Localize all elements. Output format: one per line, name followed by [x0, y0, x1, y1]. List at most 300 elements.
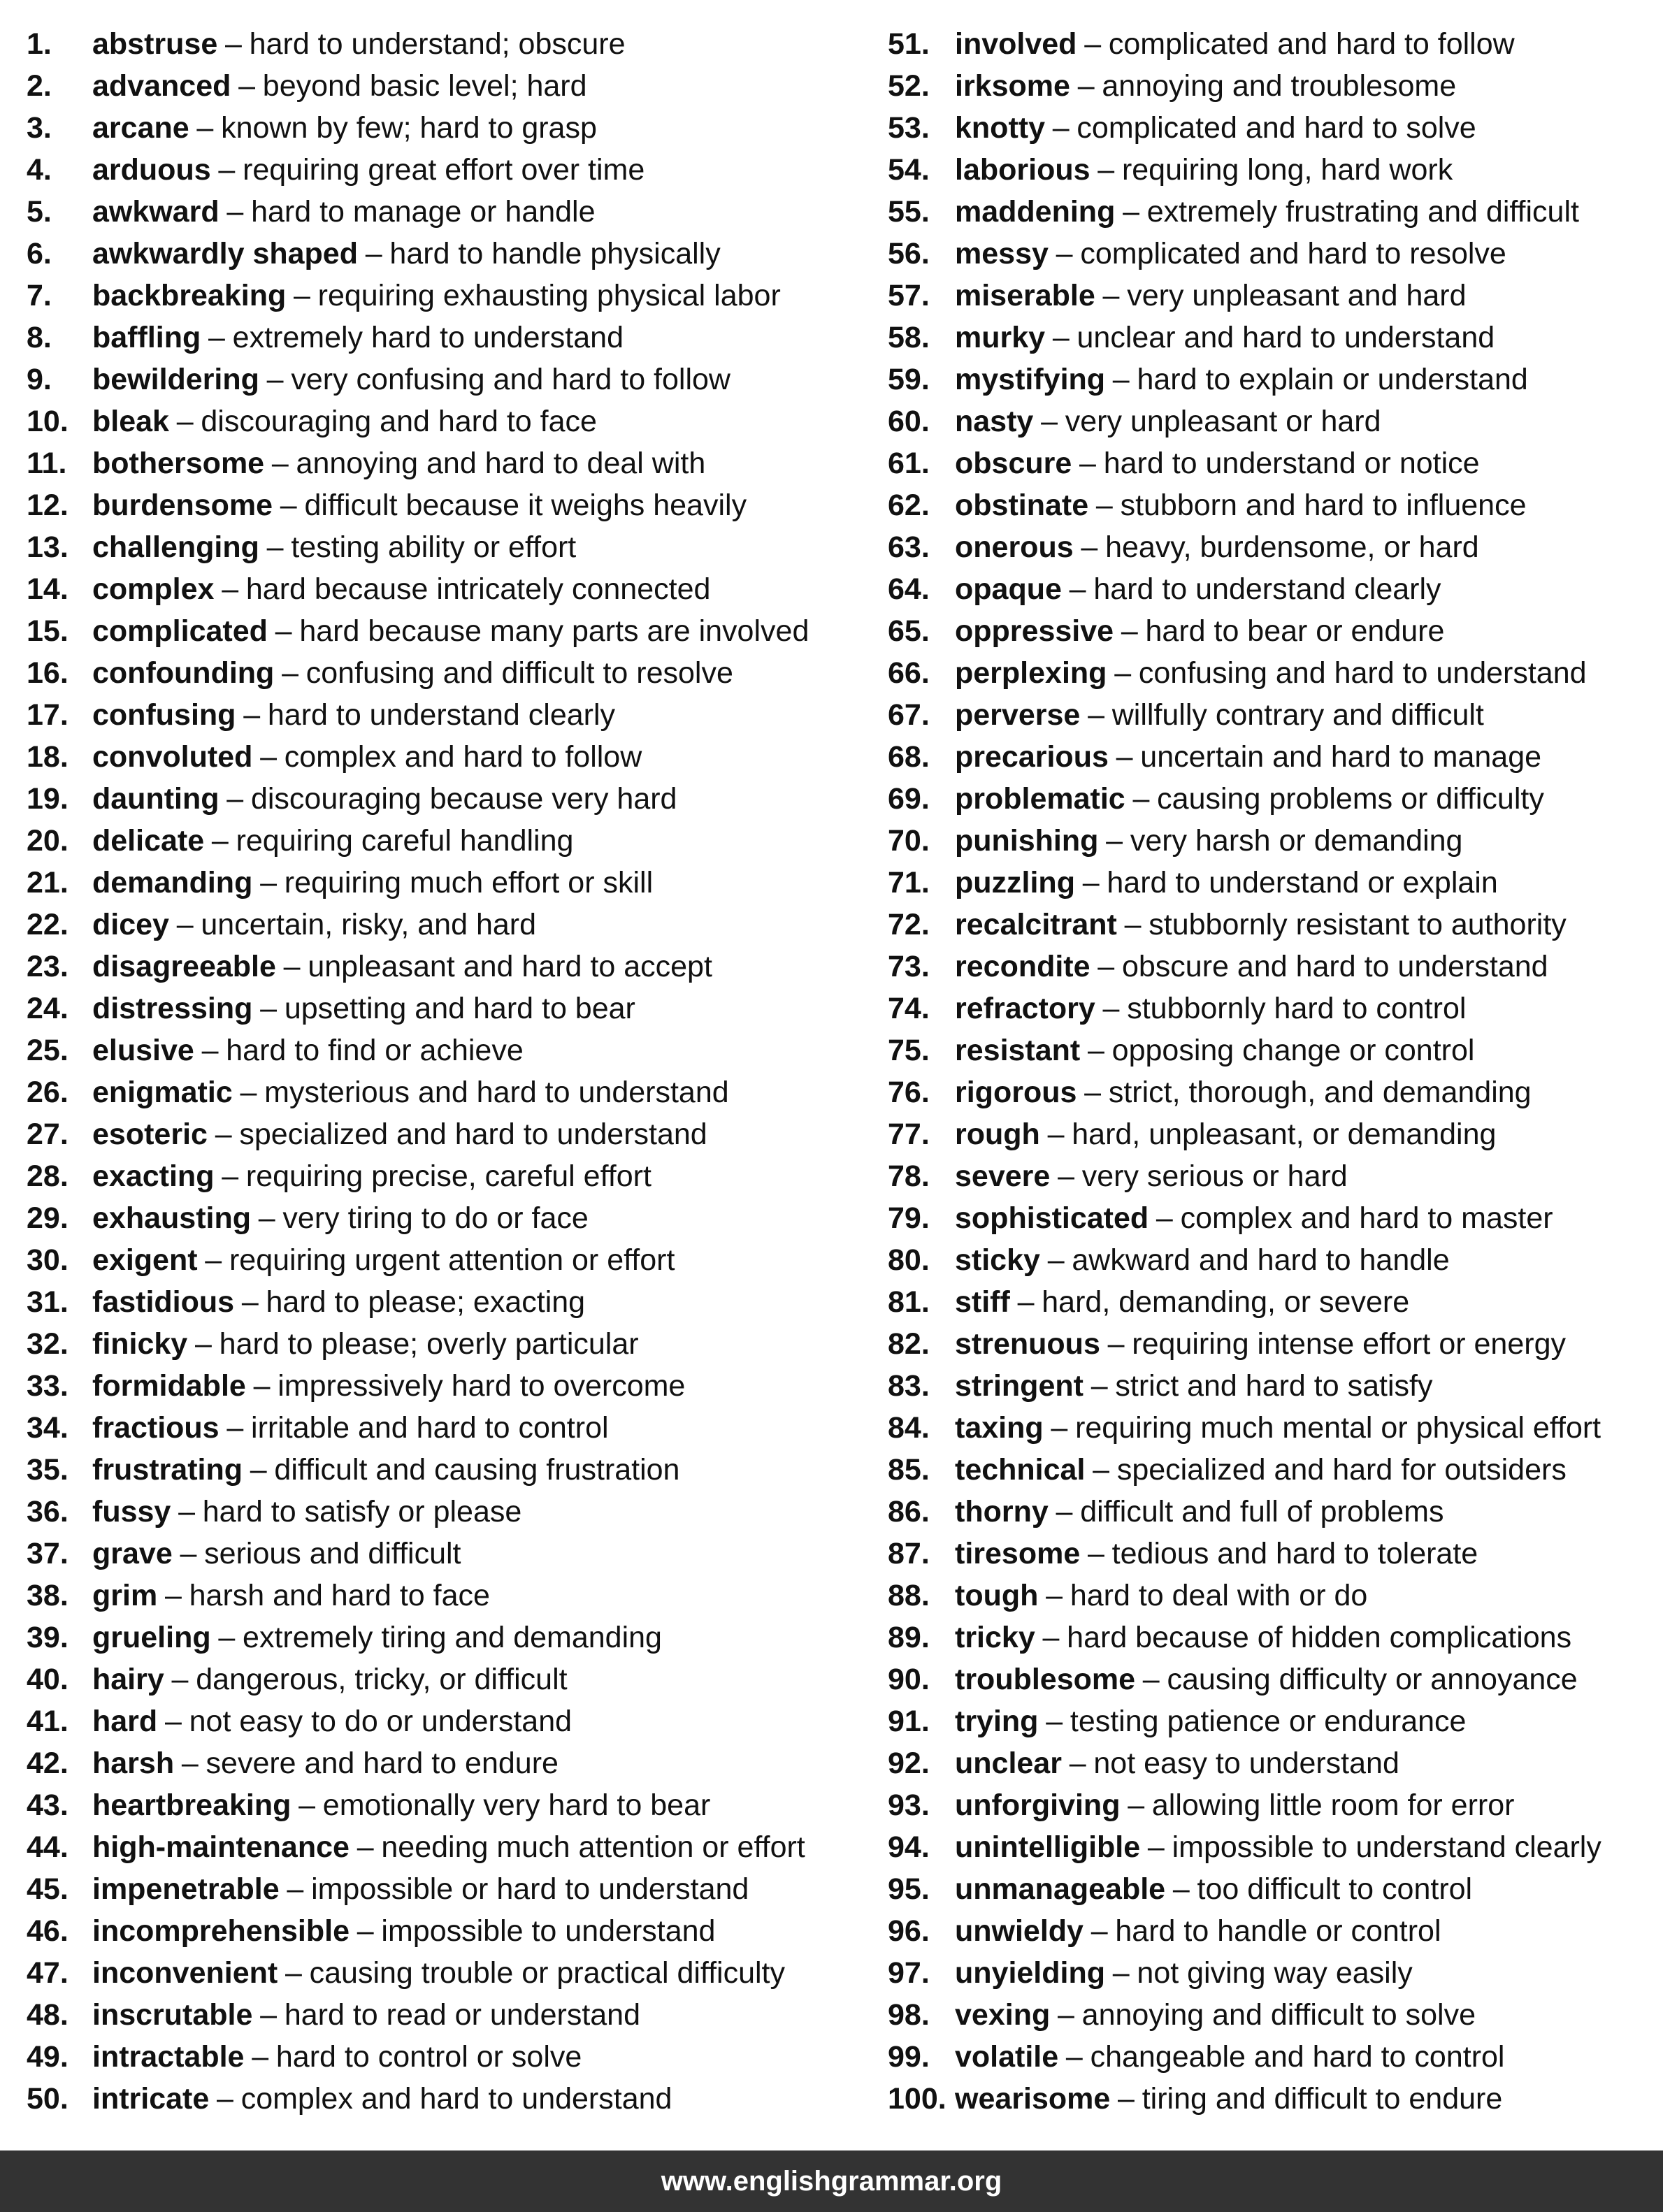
entry-word: wearisome: [955, 2082, 1111, 2116]
list-item: [27, 1784, 865, 1826]
entry-number: 88.: [888, 1579, 930, 1612]
entry-number: 62.: [888, 489, 930, 522]
entry-number: 84.: [888, 1411, 930, 1445]
entry-number: 71.: [888, 866, 930, 899]
list-item: [27, 1533, 865, 1575]
entry-dash: –: [1056, 1495, 1073, 1528]
entry-dash: –: [1052, 321, 1070, 354]
entry-dash: –: [260, 740, 278, 774]
entry-dash: –: [211, 824, 229, 858]
list-item: [27, 1323, 865, 1365]
list-item: [888, 149, 1657, 191]
entry-dash: –: [1114, 656, 1132, 690]
list-item: [27, 1239, 865, 1281]
entry-definition: hard to satisfy or please: [202, 1495, 522, 1528]
list-item: [888, 1449, 1657, 1491]
entry-definition: requiring much effort or skill: [284, 866, 654, 899]
entry-word: recalcitrant: [955, 908, 1117, 941]
entry-word: strenuous: [955, 1327, 1100, 1361]
entry-definition: discouraging and hard to face: [201, 405, 597, 438]
entry-definition: confusing and hard to understand: [1138, 656, 1587, 690]
entry-definition: annoying and troublesome: [1102, 69, 1457, 103]
list-item: [27, 652, 865, 694]
entry-dash: –: [250, 1453, 267, 1487]
entry-word: volatile: [955, 2040, 1059, 2074]
list-item: [888, 191, 1657, 233]
entry-definition: very serious or hard: [1081, 1159, 1348, 1193]
entry-dash: –: [271, 447, 289, 480]
entry-number: 51.: [888, 27, 930, 61]
entry-dash: –: [238, 69, 256, 103]
entry-word: unmanageable: [955, 1872, 1166, 1906]
list-item: [27, 23, 865, 65]
list-item: [888, 1658, 1657, 1700]
entry-definition: awkward and hard to handle: [1072, 1243, 1450, 1277]
entry-number: 50.: [27, 2082, 69, 2116]
entry-number: 67.: [888, 698, 930, 732]
entry-definition: complex and hard to understand: [240, 2082, 672, 2116]
entry-word: fussy: [92, 1495, 171, 1528]
entry-definition: known by few; hard to grasp: [221, 111, 597, 145]
entry-number: 99.: [888, 2040, 930, 2074]
entry-number: 36.: [27, 1495, 69, 1528]
entry-definition: serious and difficult: [204, 1537, 461, 1570]
entry-word: distressing: [92, 992, 253, 1025]
entry-definition: hard to bear or endure: [1145, 614, 1445, 648]
entry-number: 8.: [27, 321, 52, 354]
entry-dash: –: [1047, 1243, 1065, 1277]
entry-word: grave: [92, 1537, 173, 1570]
entry-number: 11.: [27, 447, 67, 480]
entry-word: perplexing: [955, 656, 1107, 690]
entry-definition: hard to understand; obscure: [249, 27, 626, 61]
entry-definition: impressively hard to overcome: [278, 1369, 686, 1403]
entry-dash: –: [285, 1956, 302, 1990]
entry-definition: very unpleasant or hard: [1065, 405, 1381, 438]
entry-dash: –: [226, 195, 244, 229]
entry-word: dicey: [92, 908, 169, 941]
entry-dash: –: [243, 698, 261, 732]
entry-word: advanced: [92, 69, 231, 103]
entry-dash: –: [196, 111, 214, 145]
entry-number: 1.: [27, 27, 52, 61]
list-item: [27, 107, 865, 149]
list-item: [27, 2036, 865, 2078]
entry-word: demanding: [92, 866, 253, 899]
entry-dash: –: [1156, 1201, 1173, 1235]
entry-definition: requiring precise, careful effort: [245, 1159, 651, 1193]
entry-number: 35.: [27, 1453, 69, 1487]
entry-word: complex: [92, 572, 215, 606]
list-item: [888, 1742, 1657, 1784]
entry-word: frustrating: [92, 1453, 243, 1487]
entry-number: 40.: [27, 1663, 69, 1696]
entry-word: harsh: [92, 1747, 175, 1780]
entry-number: 32.: [27, 1327, 69, 1361]
entry-number: 58.: [888, 321, 930, 354]
list-item: [888, 694, 1657, 736]
entry-word: tiresome: [955, 1537, 1081, 1570]
word-list-column-right: [888, 23, 1657, 2120]
entry-dash: –: [240, 1076, 257, 1109]
list-item: [27, 1029, 865, 1071]
word-list: [0, 23, 1663, 2116]
list-item: [27, 1407, 865, 1449]
entry-word: tough: [955, 1579, 1039, 1612]
entry-definition: changeable and hard to control: [1090, 2040, 1505, 2074]
list-item: [888, 1700, 1657, 1742]
entry-word: burdensome: [92, 489, 273, 522]
entry-word: laborious: [955, 153, 1090, 187]
entry-dash: –: [181, 1747, 199, 1780]
entry-definition: severe and hard to endure: [206, 1747, 559, 1780]
entry-dash: –: [1132, 782, 1150, 816]
entry-number: 83.: [888, 1369, 930, 1403]
entry-number: 2.: [27, 69, 52, 103]
entry-definition: mysterious and hard to understand: [264, 1076, 729, 1109]
entry-word: messy: [955, 237, 1049, 270]
list-item: [27, 1994, 865, 2036]
entry-dash: –: [287, 1872, 304, 1906]
entry-word: confusing: [92, 698, 236, 732]
entry-dash: –: [217, 2082, 233, 2116]
entry-definition: extremely tiring and demanding: [243, 1621, 662, 1654]
entry-dash: –: [252, 2040, 269, 2074]
entry-word: daunting: [92, 782, 219, 816]
entry-definition: requiring careful handling: [236, 824, 574, 858]
entry-definition: stubbornly hard to control: [1127, 992, 1467, 1025]
entry-definition: annoying and hard to deal with: [296, 447, 706, 480]
entry-definition: impossible to understand clearly: [1172, 1830, 1601, 1864]
list-item: [888, 1113, 1657, 1155]
entry-definition: strict, thorough, and demanding: [1108, 1076, 1532, 1109]
entry-number: 72.: [888, 908, 930, 941]
entry-definition: unpleasant and hard to accept: [308, 950, 712, 983]
list-item: [27, 233, 865, 275]
entry-word: exacting: [92, 1159, 215, 1193]
entry-number: 26.: [27, 1076, 69, 1109]
entry-word: finicky: [92, 1327, 188, 1361]
entry-dash: –: [275, 614, 292, 648]
entry-dash: –: [357, 1914, 374, 1948]
entry-definition: hard to understand clearly: [267, 698, 616, 732]
entry-word: tricky: [955, 1621, 1035, 1654]
list-item: [27, 610, 865, 652]
entry-word: onerous: [955, 530, 1074, 564]
list-item: [888, 1910, 1657, 1952]
entry-number: 86.: [888, 1495, 930, 1528]
entry-definition: hard, demanding, or severe: [1042, 1285, 1410, 1319]
list-item: [888, 359, 1657, 400]
entry-dash: –: [1118, 2082, 1135, 2116]
list-item: [27, 1826, 865, 1868]
entry-definition: requiring great effort over time: [243, 153, 645, 187]
entry-definition: emotionally very hard to bear: [322, 1788, 711, 1822]
entry-definition: causing problems or difficulty: [1157, 782, 1544, 816]
entry-dash: –: [365, 237, 382, 270]
footer-url[interactable]: www.englishgrammar.org: [661, 2166, 1002, 2197]
list-item: [888, 1239, 1657, 1281]
entry-number: 19.: [27, 782, 69, 816]
entry-number: 41.: [27, 1705, 69, 1738]
entry-dash: –: [1056, 237, 1073, 270]
entry-definition: very harsh or demanding: [1130, 824, 1463, 858]
list-item: [27, 149, 865, 191]
entry-dash: –: [201, 1034, 219, 1067]
entry-dash: –: [1047, 1118, 1065, 1151]
entry-dash: –: [215, 1118, 232, 1151]
entry-dash: –: [1147, 1830, 1165, 1864]
entry-word: involved: [955, 27, 1077, 61]
entry-word: awkward: [92, 195, 219, 229]
entry-word: complicated: [92, 614, 268, 648]
entry-word: stiff: [955, 1285, 1010, 1319]
list-item: [888, 400, 1657, 442]
list-item: [888, 610, 1657, 652]
entry-dash: –: [1090, 1369, 1108, 1403]
entry-definition: tiring and difficult to endure: [1142, 2082, 1503, 2116]
entry-definition: testing patience or endurance: [1070, 1705, 1467, 1738]
entry-dash: –: [1051, 1411, 1068, 1445]
list-item: [27, 1449, 865, 1491]
entry-dash: –: [194, 1327, 212, 1361]
entry-word: bewildering: [92, 363, 259, 396]
entry-number: 64.: [888, 572, 930, 606]
entry-number: 23.: [27, 950, 69, 983]
entry-dash: –: [1082, 866, 1100, 899]
entry-dash: –: [225, 27, 242, 61]
entry-number: 38.: [27, 1579, 69, 1612]
entry-word: irksome: [955, 69, 1070, 103]
entry-word: intricate: [92, 2082, 210, 2116]
entry-dash: –: [1123, 195, 1140, 229]
entry-word: oppressive: [955, 614, 1114, 648]
entry-number: 10.: [27, 405, 69, 438]
entry-dash: –: [266, 530, 284, 564]
entry-number: 52.: [888, 69, 930, 103]
entry-dash: –: [1116, 740, 1133, 774]
entry-word: intractable: [92, 2040, 245, 2074]
list-item: [27, 1071, 865, 1113]
entry-number: 82.: [888, 1327, 930, 1361]
entry-definition: difficult and full of problems: [1080, 1495, 1444, 1528]
entry-dash: –: [1093, 1453, 1110, 1487]
entry-number: 80.: [888, 1243, 930, 1277]
list-item: [888, 1994, 1657, 2036]
entry-word: grim: [92, 1579, 158, 1612]
entry-number: 79.: [888, 1201, 930, 1235]
list-item: [888, 1575, 1657, 1617]
entry-definition: complicated and hard to solve: [1077, 111, 1476, 145]
entry-word: elusive: [92, 1034, 194, 1067]
list-item: [27, 1197, 865, 1239]
entry-dash: –: [1106, 824, 1123, 858]
entry-number: 9.: [27, 363, 52, 396]
entry-number: 42.: [27, 1747, 69, 1780]
entry-word: heartbreaking: [92, 1788, 291, 1822]
entry-number: 12.: [27, 489, 69, 522]
entry-word: exhausting: [92, 1201, 251, 1235]
entry-number: 3.: [27, 111, 52, 145]
entry-definition: requiring long, hard work: [1121, 153, 1453, 187]
entry-definition: needing much attention or effort: [381, 1830, 805, 1864]
list-item: [888, 1197, 1657, 1239]
entry-word: maddening: [955, 195, 1116, 229]
entry-number: 100.: [888, 2082, 946, 2116]
entry-word: unyielding: [955, 1956, 1105, 1990]
entry-number: 63.: [888, 530, 930, 564]
entry-definition: obscure and hard to understand: [1121, 950, 1548, 983]
entry-definition: upsetting and hard to bear: [284, 992, 635, 1025]
entry-definition: stubborn and hard to influence: [1120, 489, 1527, 522]
entry-word: knotty: [955, 111, 1045, 145]
entry-number: 57.: [888, 279, 930, 312]
list-item: [888, 568, 1657, 610]
entry-word: fastidious: [92, 1285, 235, 1319]
entry-definition: causing difficulty or annoyance: [1167, 1663, 1578, 1696]
entry-word: refractory: [955, 992, 1095, 1025]
entry-number: 89.: [888, 1621, 930, 1654]
entry-definition: hard to deal with or do: [1070, 1579, 1368, 1612]
entry-word: recondite: [955, 950, 1090, 983]
list-item: [27, 1742, 865, 1784]
entry-word: unclear: [955, 1747, 1062, 1780]
entry-number: 60.: [888, 405, 930, 438]
entry-definition: very confusing and hard to follow: [291, 363, 730, 396]
entry-word: thorny: [955, 1495, 1049, 1528]
entry-dash: –: [208, 321, 225, 354]
list-item: [888, 1323, 1657, 1365]
entry-definition: hard to read or understand: [284, 1998, 641, 2032]
entry-word: abstruse: [92, 27, 218, 61]
entry-definition: allowing little room for error: [1151, 1788, 1515, 1822]
entry-word: technical: [955, 1453, 1086, 1487]
entry-definition: hard because intricately connected: [245, 572, 711, 606]
entry-number: 47.: [27, 1956, 69, 1990]
list-item: [27, 820, 865, 862]
entry-definition: extremely hard to understand: [232, 321, 624, 354]
entry-definition: not easy to understand: [1093, 1747, 1399, 1780]
list-item: [888, 1826, 1657, 1868]
entry-dash: –: [226, 782, 244, 816]
entry-number: 49.: [27, 2040, 69, 2074]
entry-word: taxing: [955, 1411, 1044, 1445]
entry-dash: –: [1052, 111, 1070, 145]
entry-number: 33.: [27, 1369, 69, 1403]
entry-word: delicate: [92, 824, 205, 858]
list-item: [888, 442, 1657, 484]
entry-number: 75.: [888, 1034, 930, 1067]
entry-dash: –: [260, 866, 278, 899]
entry-definition: requiring intense effort or energy: [1132, 1327, 1566, 1361]
entry-definition: hard to please; overly particular: [219, 1327, 639, 1361]
entry-word: confounding: [92, 656, 275, 690]
entry-word: esoteric: [92, 1118, 208, 1151]
entry-number: 15.: [27, 614, 69, 648]
entry-word: stringent: [955, 1369, 1084, 1403]
entry-word: exigent: [92, 1243, 198, 1277]
list-item: [27, 694, 865, 736]
entry-number: 81.: [888, 1285, 930, 1319]
entry-word: inconvenient: [92, 1956, 278, 1990]
list-item: [27, 1868, 865, 1910]
entry-dash: –: [260, 992, 278, 1025]
entry-number: 31.: [27, 1285, 69, 1319]
entry-word: awkwardly shaped: [92, 237, 358, 270]
entry-dash: –: [1090, 1914, 1108, 1948]
entry-dash: –: [1084, 27, 1102, 61]
entry-number: 34.: [27, 1411, 69, 1445]
entry-dash: –: [260, 1998, 278, 2032]
entry-number: 59.: [888, 363, 930, 396]
entry-number: 29.: [27, 1201, 69, 1235]
entry-word: mystifying: [955, 363, 1106, 396]
entry-word: inscrutable: [92, 1998, 253, 2032]
entry-dash: –: [266, 363, 284, 396]
entry-definition: specialized and hard for outsiders: [1116, 1453, 1567, 1487]
entry-definition: dangerous, tricky, or difficult: [196, 1663, 568, 1696]
footer-bar: [0, 2150, 1663, 2212]
list-item: [27, 568, 865, 610]
entry-definition: very unpleasant and hard: [1127, 279, 1467, 312]
entry-word: impenetrable: [92, 1872, 280, 1906]
entry-definition: complex and hard to follow: [284, 740, 642, 774]
entry-number: 39.: [27, 1621, 69, 1654]
entry-word: nasty: [955, 405, 1034, 438]
entry-dash: –: [1077, 69, 1095, 103]
entry-definition: heavy, burdensome, or hard: [1105, 530, 1479, 564]
entry-number: 28.: [27, 1159, 69, 1193]
entry-dash: –: [1124, 908, 1142, 941]
entry-number: 5.: [27, 195, 52, 229]
list-item: [27, 442, 865, 484]
entry-definition: impossible or hard to understand: [311, 1872, 749, 1906]
entry-dash: –: [1095, 489, 1113, 522]
entry-number: 87.: [888, 1537, 930, 1570]
entry-dash: –: [205, 1243, 222, 1277]
list-item: [888, 1784, 1657, 1826]
entry-number: 6.: [27, 237, 52, 270]
entry-number: 56.: [888, 237, 930, 270]
entry-number: 85.: [888, 1453, 930, 1487]
entry-number: 30.: [27, 1243, 69, 1277]
list-item: [888, 107, 1657, 149]
entry-word: arduous: [92, 153, 211, 187]
list-item: [27, 1952, 865, 1994]
list-item: [888, 1155, 1657, 1197]
entry-definition: causing trouble or practical difficulty: [309, 1956, 786, 1990]
list-item: [888, 820, 1657, 862]
entry-definition: hard to understand or explain: [1107, 866, 1498, 899]
entry-number: 94.: [888, 1830, 930, 1864]
entry-definition: not easy to do or understand: [189, 1705, 573, 1738]
entry-number: 45.: [27, 1872, 69, 1906]
entry-dash: –: [222, 1159, 239, 1193]
entry-number: 18.: [27, 740, 69, 774]
entry-word: rough: [955, 1118, 1040, 1151]
list-item: [888, 65, 1657, 107]
list-item: [888, 1491, 1657, 1533]
list-item: [888, 652, 1657, 694]
entry-definition: hard because of hidden complications: [1067, 1621, 1572, 1654]
list-item: [888, 2036, 1657, 2078]
entry-number: 91.: [888, 1705, 930, 1738]
entry-definition: complicated and hard to follow: [1108, 27, 1515, 61]
entry-word: bleak: [92, 405, 169, 438]
entry-definition: willfully contrary and difficult: [1111, 698, 1484, 732]
list-item: [888, 1407, 1657, 1449]
entry-dash: –: [1081, 530, 1098, 564]
